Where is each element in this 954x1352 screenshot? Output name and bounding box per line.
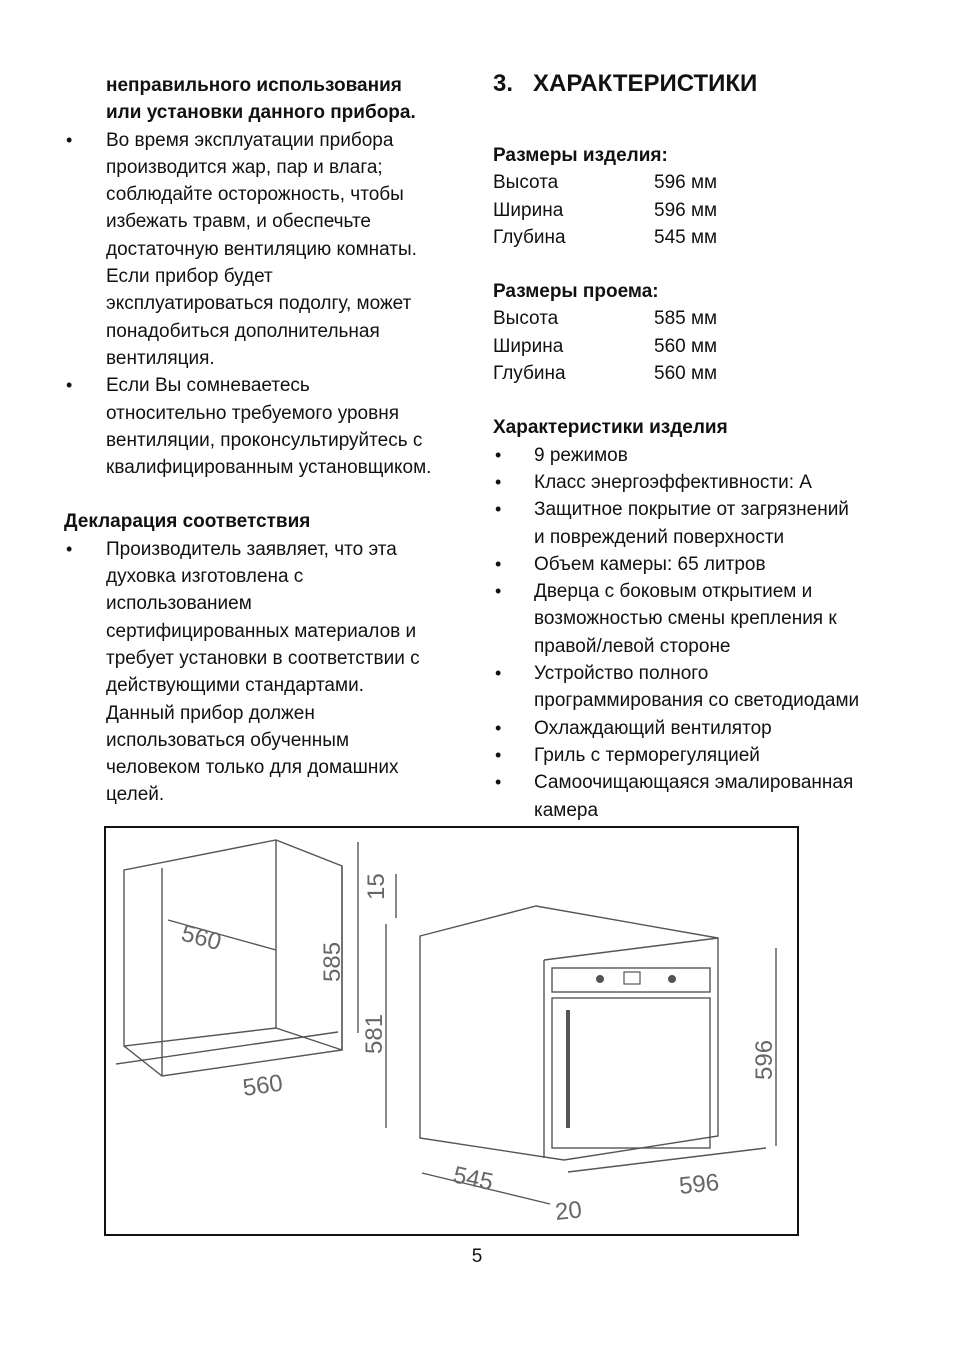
- page-number: 5: [471, 1246, 483, 1267]
- text-line: • Объем камеры: 65 литров: [534, 553, 766, 575]
- installation-drawing: [106, 828, 797, 1234]
- led-display-icon: [624, 972, 640, 984]
- list-item: [493, 742, 913, 769]
- text-line: квалифицированным установщиком.: [106, 457, 432, 479]
- list-item: [493, 551, 913, 578]
- oven-width-dimension-line: [568, 1148, 766, 1172]
- spec-label: Глубина: [493, 363, 566, 385]
- text-line: целей.: [106, 784, 165, 806]
- text-line: вентиляция.: [106, 347, 215, 369]
- front-offset-label: 20: [553, 1196, 584, 1226]
- features-list: [493, 442, 913, 824]
- text-line: Данный прибор должен: [106, 702, 315, 724]
- list-item: [493, 469, 913, 496]
- declaration-bullet-list: [64, 536, 464, 809]
- list-item: [493, 496, 913, 551]
- oven-top-front-edge: [544, 938, 718, 960]
- text-line: относительно требуемого уровня: [106, 402, 399, 424]
- text-line: • 9 режимов: [534, 444, 628, 466]
- spec-label: Глубина: [493, 226, 566, 248]
- section-title-text: ХАРАКТЕРИСТИКИ: [533, 70, 758, 97]
- spec-row: [493, 305, 913, 332]
- text-line: • Самоочищающаяся эмалированная: [534, 772, 854, 794]
- text-line: соблюдайте осторожность, чтобы: [106, 184, 404, 206]
- text-line: правой/левой стороне: [534, 635, 731, 657]
- text-line: возможностью смены крепления к: [534, 608, 837, 630]
- list-item: [493, 442, 913, 469]
- text-line: человеком только для домашних: [106, 757, 399, 779]
- spec-row: [493, 169, 913, 196]
- text-line: сертифицированных материалов и: [106, 620, 417, 642]
- safety-bullet-list: [64, 127, 464, 482]
- text-line: программирования со светодиодами: [534, 690, 860, 712]
- list-item: [64, 536, 464, 809]
- text-line: духовка изготовлена с: [106, 566, 304, 588]
- spec-row: [493, 360, 913, 387]
- top-gap-label: 15: [363, 873, 390, 900]
- oven-depth-label: 545: [450, 1161, 496, 1197]
- opening-dimensions-heading: Размеры проема:: [493, 281, 659, 303]
- spec-row: [493, 224, 913, 251]
- intro-warning-continuation: [64, 72, 464, 127]
- text-line: требует установки в соответствии с: [106, 647, 420, 669]
- niche-height-label: 585: [319, 941, 346, 982]
- text-line: • Дверца с боковым открытием и: [534, 581, 813, 603]
- declaration-heading: Декларация соответствия: [64, 511, 311, 533]
- text-line: • Во время эксплуатации прибора: [106, 129, 394, 151]
- text-line: действующими стандартами.: [106, 675, 364, 697]
- text-line: • Класс энергоэффективности: A: [534, 471, 812, 493]
- text-line: достаточную вентиляцию комнаты.: [106, 238, 417, 260]
- spec-value: 596 мм: [654, 199, 718, 221]
- text-line: неправильного использования: [106, 75, 402, 96]
- niche-width-label: 560: [241, 1069, 285, 1102]
- text-line: • Охлаждающий вентилятор: [534, 717, 772, 739]
- text-line: и повреждений поверхности: [534, 526, 785, 548]
- spec-label: Высота: [493, 172, 559, 194]
- oven-height-label: 596: [751, 1039, 778, 1080]
- product-dimensions-heading: Размеры изделия:: [493, 145, 668, 166]
- oven-width-label: 596: [677, 1168, 721, 1200]
- text-line: избежать травм, и обеспечьте: [106, 211, 371, 233]
- spec-label: Ширина: [493, 335, 564, 357]
- control-knob-right: [668, 975, 676, 983]
- text-line: или установки данного прибора.: [106, 102, 416, 124]
- spec-row: [493, 197, 913, 224]
- text-line: • Производитель заявляет, что эта: [106, 538, 397, 560]
- niche-depth-label: 560: [178, 919, 225, 957]
- spec-value: 560 мм: [654, 363, 718, 385]
- list-item: [493, 769, 913, 824]
- text-line: понадобиться дополнительная: [106, 320, 380, 342]
- text-line: производится жар, пар и влага;: [106, 156, 383, 178]
- section-number: 3.: [493, 70, 514, 97]
- spec-value: 560 мм: [654, 335, 718, 357]
- oven-door: [552, 998, 710, 1148]
- text-line: использованием: [106, 593, 252, 615]
- spec-value: 585 мм: [654, 308, 718, 330]
- text-line: использоваться обученным: [106, 729, 350, 751]
- list-item: [493, 715, 913, 742]
- niche-width-dimension-line: [116, 1032, 338, 1064]
- text-line: вентиляции, проконсультируйтесь с: [106, 429, 423, 451]
- features-heading: Характеристики изделия: [493, 417, 728, 439]
- section-title: [493, 64, 913, 104]
- spec-value: 545 мм: [654, 226, 718, 248]
- text-line: • Если Вы сомневаетесь: [106, 375, 310, 397]
- list-item: [64, 372, 464, 481]
- niche-outline: [124, 840, 342, 1076]
- spec-label: Ширина: [493, 199, 564, 221]
- list-item: [64, 127, 464, 373]
- spec-value: 596 мм: [654, 172, 718, 194]
- text-line: Если прибор будет: [106, 266, 273, 288]
- left-column: [64, 72, 464, 809]
- spec-label: Высота: [493, 308, 559, 330]
- list-item: [493, 578, 913, 660]
- text-line: эксплуатироваться подолгу, может: [106, 293, 412, 315]
- right-column: [493, 64, 913, 824]
- niche-floor-edge: [124, 1028, 276, 1046]
- body-height-label: 581: [361, 1013, 388, 1054]
- text-line: • Гриль с терморегуляцией: [534, 744, 760, 766]
- text-line: • Устройство полного: [534, 663, 709, 685]
- spec-row: [493, 333, 913, 360]
- text-line: • Защитное покрытие от загрязнений: [534, 499, 849, 521]
- text-line: камера: [534, 799, 599, 821]
- list-item: [493, 660, 913, 715]
- control-knob-left: [596, 975, 604, 983]
- oven-drawing: [386, 874, 776, 1204]
- installation-dimensions-figure: [104, 826, 799, 1236]
